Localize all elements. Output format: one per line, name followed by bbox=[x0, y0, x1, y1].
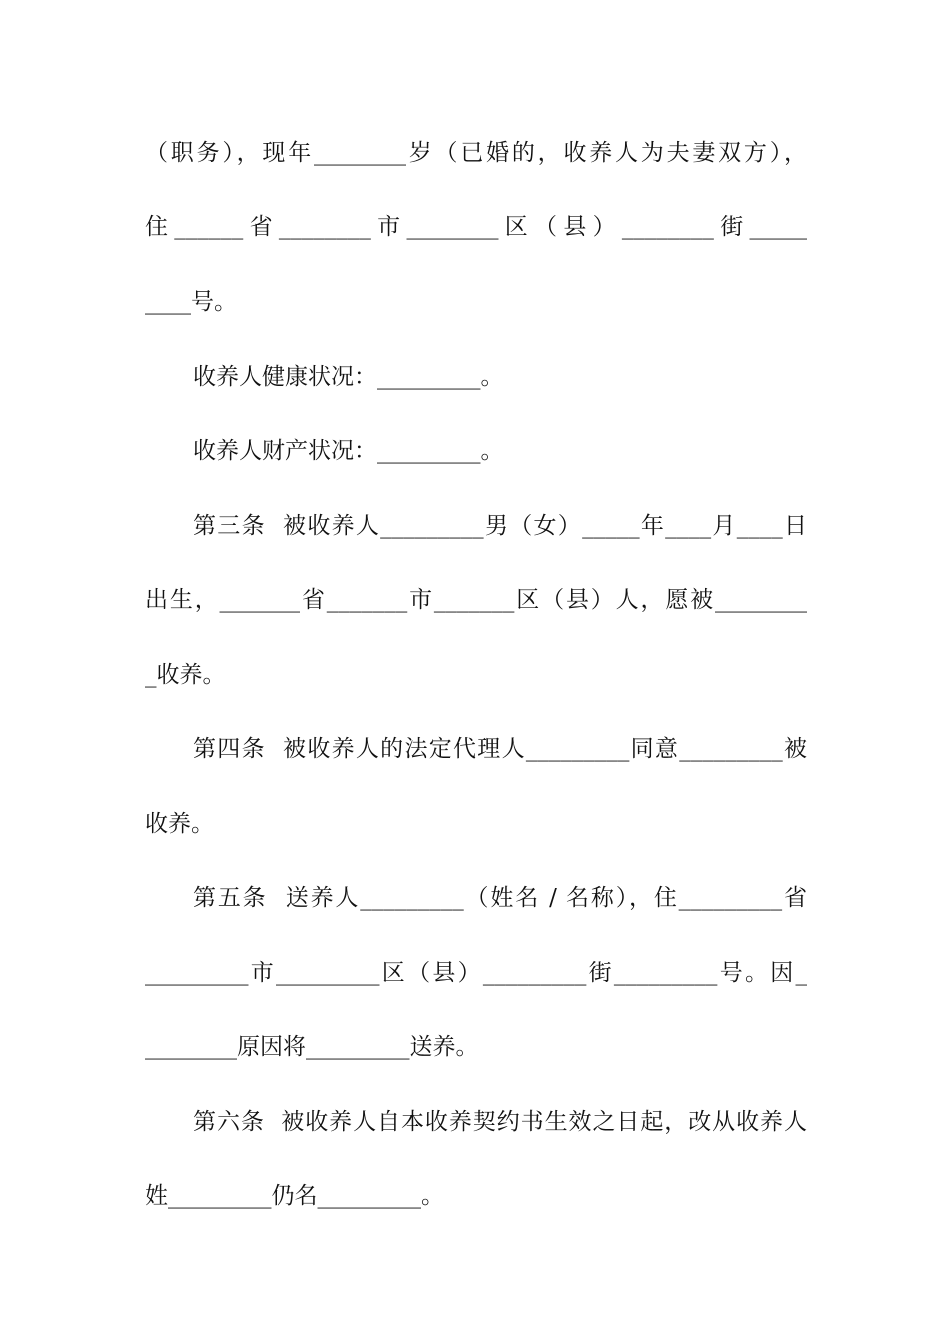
line-article-three: 第三条 被收养人_________男（女）_____年____月____日 bbox=[193, 513, 807, 539]
line-health-status: 收养人健康状况：_________。 bbox=[193, 364, 504, 390]
line-address-number: ____号。 bbox=[145, 289, 237, 315]
line-property-status: 收养人财产状况：_________。 bbox=[193, 438, 504, 464]
line-birthplace: 出生，_______省_______市_______区（县）人，愿被________ bbox=[145, 587, 807, 613]
line-article-five: 第五条 送养人_________（姓名 / 名称），住_________省 bbox=[193, 885, 807, 911]
line-article-four: 第四条 被收养人的法定代理人_________同意_________被 bbox=[193, 736, 807, 762]
line-adopted: 收养。 bbox=[145, 811, 214, 837]
line-relinquish-reason: ________原因将_________送养。 bbox=[145, 1034, 479, 1060]
line-article-six: 第六条 被收养人自本收养契约书生效之日起，改从收养人 bbox=[193, 1109, 807, 1135]
line-address: 住______省________市________区（县）________街_____ bbox=[145, 214, 807, 240]
line-adopted-consent: _收养。 bbox=[145, 662, 226, 688]
line-surname-name: 姓_________仍名_________。 bbox=[145, 1183, 444, 1209]
line-relinquisher-address: _________市_________区（县）_________街_________号。因_ bbox=[145, 960, 807, 986]
line-occupation-age: （职务），现年________岁（已婚的，收养人为夫妻双方）， bbox=[145, 140, 807, 166]
